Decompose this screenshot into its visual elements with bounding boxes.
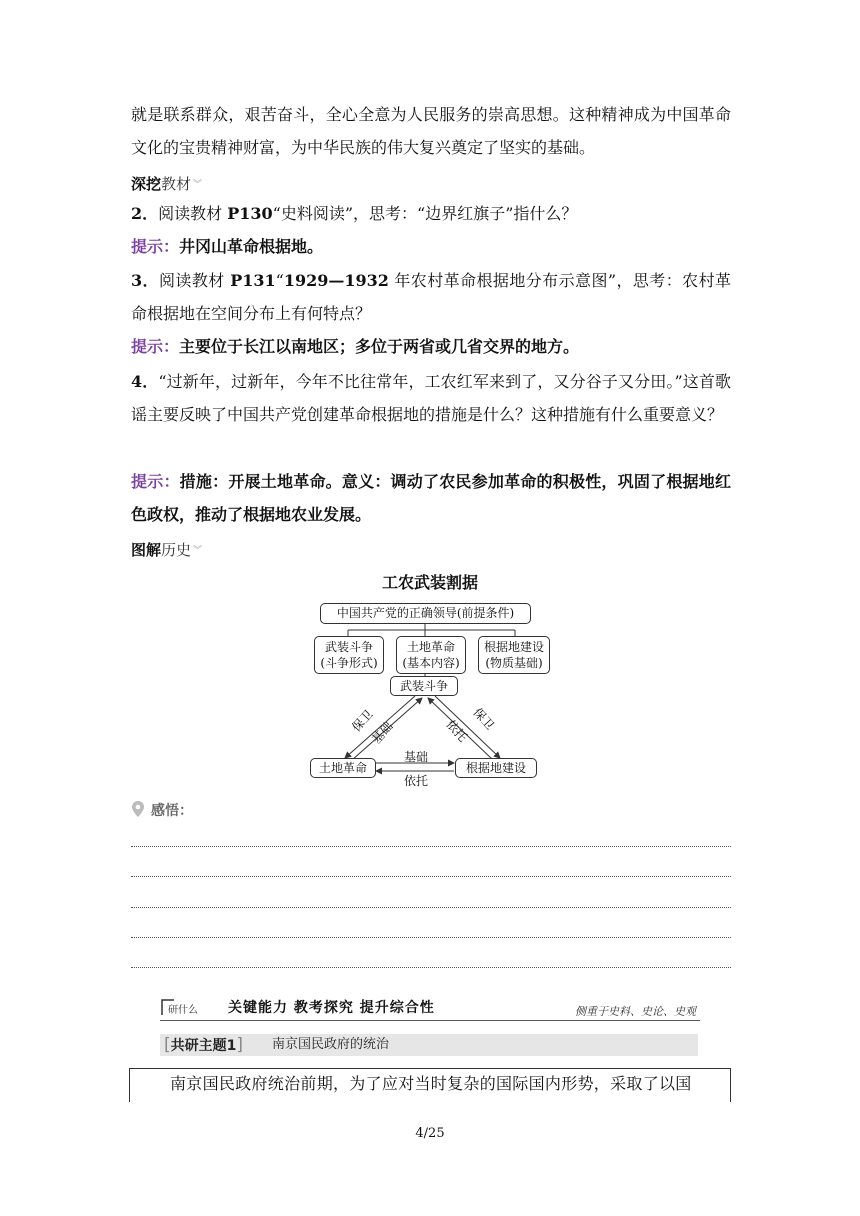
box-land-revolution bbox=[396, 636, 466, 674]
answer-3 bbox=[131, 330, 731, 363]
label-foundation-bottom: 基础 bbox=[404, 750, 429, 764]
question-4 bbox=[131, 365, 731, 431]
box-base-line1: 根据地建设 bbox=[483, 640, 544, 654]
node-base-building: 根据地建设 bbox=[455, 758, 537, 778]
answer-line-3 bbox=[131, 907, 731, 908]
banner-logo-text: 研什么 bbox=[168, 1005, 198, 1016]
topic-title: 南京国民政府的统治 bbox=[272, 1037, 390, 1052]
q3-number: 3． bbox=[131, 271, 159, 290]
answer-line-4 bbox=[131, 937, 731, 938]
section-diagram-bold: 图解 bbox=[131, 541, 162, 559]
section-dig-textbook bbox=[131, 174, 202, 195]
topic-bar bbox=[160, 1034, 698, 1056]
feel-label: 感悟： bbox=[151, 803, 193, 819]
label-rely-bottom: 依托 bbox=[404, 774, 429, 788]
q3-years: 1929—1932 bbox=[283, 271, 389, 290]
q3-text-b: “ bbox=[275, 271, 284, 290]
box-armed-struggle bbox=[314, 636, 384, 674]
box-base-building bbox=[478, 636, 550, 674]
page-number: 4/25 bbox=[415, 1126, 445, 1141]
q3-text-a: 阅读教材 bbox=[158, 271, 231, 290]
answer-2 bbox=[131, 230, 731, 263]
node-land-revolution: 土地革命 bbox=[310, 758, 376, 778]
banner-rule bbox=[160, 1020, 700, 1021]
box-armed-line1: 武装斗争 bbox=[324, 640, 373, 654]
bracket-open: [ bbox=[164, 1035, 171, 1055]
answer-line-1 bbox=[131, 846, 731, 847]
q2-text-a: 阅读教材 bbox=[158, 204, 228, 223]
section-banner bbox=[160, 995, 700, 1021]
location-pin-icon bbox=[131, 800, 145, 818]
answer-line-2 bbox=[131, 876, 731, 877]
section-diagram-history bbox=[131, 540, 202, 561]
q4-text: “过新年，过新年，今年不比往常年，工农红军来到了，又分谷子又分田。”这首歌谣主要反映了中国共产党创建革命根据地的措施是什么？这种措施有什么重要意义？ bbox=[131, 372, 731, 424]
question-2 bbox=[131, 197, 731, 230]
diagram-title: 工农武装割据 bbox=[381, 573, 478, 592]
answer-2-text: 井冈山革命根据地。 bbox=[179, 237, 324, 256]
feel-heading bbox=[131, 800, 193, 820]
q2-number: 2． bbox=[131, 204, 159, 223]
section-dig-light: 教材 bbox=[161, 175, 192, 193]
q2-page-ref: P130 bbox=[227, 204, 273, 223]
section-diagram-light: 历史 bbox=[161, 541, 192, 559]
label-protect-right: 保卫 bbox=[470, 705, 497, 733]
hint-label: 提示： bbox=[131, 237, 180, 256]
hint-label: 提示： bbox=[131, 472, 180, 491]
box-land-line2: (基本内容) bbox=[402, 656, 460, 670]
q3-page-ref: P131 bbox=[230, 271, 276, 290]
intro-paragraph: 就是联系群众，艰苦奋斗，全心全意为人民服务的崇高思想。这种精神成为中国革命文化的宝贵精神财富，为中华民族的伟大复兴奠定了坚实的基础。 bbox=[131, 105, 731, 157]
section-dig-bold: 深挖 bbox=[131, 175, 162, 193]
banner-subtitle: 侧重于史料、史论、史观 bbox=[575, 1005, 696, 1018]
answer-line-5 bbox=[131, 967, 731, 968]
material-box: 南京国民政府统治前期，为了应对当时复杂的国际国内形势，采取了以国 bbox=[129, 1068, 731, 1102]
chevron-down-icon: ︾ bbox=[193, 546, 203, 556]
node-armed-struggle: 武装斗争 bbox=[390, 676, 458, 696]
answer-4-text: 措施：开展土地革命。意义：调动了农民参加革命的积极性，巩固了根据地红色政权，推动了根据地农业发展。 bbox=[131, 472, 731, 524]
q3-text-c: 年农村革命根据地分布示意图”，思考：农村革命根据地在空间分布上有何特点？ bbox=[131, 271, 731, 323]
banner-logo bbox=[160, 997, 212, 1017]
answer-3-text: 主要位于长江以南地区；多位于两省或几省交界的地方。 bbox=[179, 337, 580, 356]
hint-label: 提示： bbox=[131, 337, 180, 356]
label-protect-left: 保卫 bbox=[349, 707, 376, 735]
banner-title: 关键能力 教考探究 提升综合性 bbox=[228, 1000, 435, 1016]
topic-tag-text: 共研主题1 bbox=[170, 1038, 237, 1054]
q4-number: 4． bbox=[131, 372, 159, 391]
top-box-party-leadership: 中国共产党的正确领导(前提条件) bbox=[320, 603, 531, 624]
label-foundation-left: 基础 bbox=[369, 719, 396, 747]
box-armed-line2: (斗争形式) bbox=[320, 656, 378, 670]
chevron-down-icon: ︾ bbox=[193, 180, 203, 190]
q2-text-b: “史料阅读”，思考：“边界红旗子”指什么？ bbox=[272, 204, 578, 223]
bracket-close: ] bbox=[236, 1035, 244, 1055]
box-land-line1: 土地革命 bbox=[406, 640, 455, 654]
answer-4 bbox=[131, 465, 731, 531]
label-rely-right: 依托 bbox=[443, 717, 470, 745]
topic-tag bbox=[164, 1034, 243, 1057]
question-3 bbox=[131, 264, 731, 330]
box-base-line2: (物质基础) bbox=[485, 656, 543, 670]
